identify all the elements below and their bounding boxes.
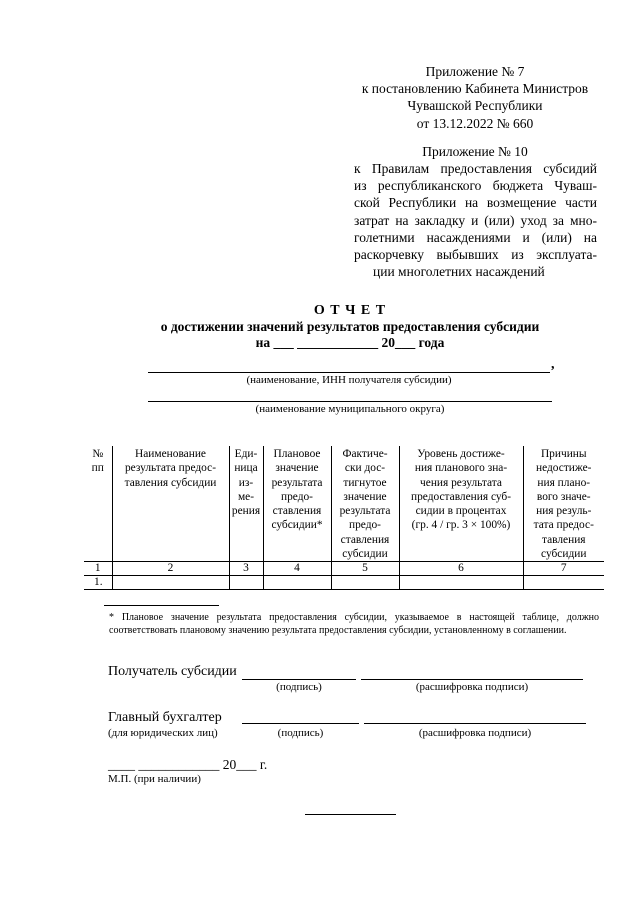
report-period: на ___ ____________ 20___ года [255,335,445,350]
header-cell: Фактиче- ски дос- тигнутое значение результата предо- ставления субсидии [331,446,399,562]
table-cell[interactable] [399,576,523,590]
table-row [84,576,604,590]
header-cell: Причины недостиже- ния плано- вого значе- ния резуль- тата предос- тавления субсидии [523,446,604,562]
header-cell: № пп [84,446,112,562]
accountant-label: Главный бухгалтер [108,710,222,725]
table-cell[interactable] [229,576,263,590]
decoding-caption: (расшифровка подписи) [418,727,532,739]
stamp-note: М.П. (при наличии) [108,773,201,785]
column-number: 5 [331,562,399,576]
report-table [84,446,604,590]
accountant-decoding-line[interactable] [364,723,586,724]
column-number: 6 [399,562,523,576]
appendix-10-line: затрат на закладку и (или) уход за мно- [354,212,597,228]
accountant-signature-line[interactable] [242,723,359,724]
appendix-10-line: раскорчевку выбывших из эксплуата- [354,247,597,263]
accountant-note: (для юридических лиц) [108,727,218,739]
recipient-signature-line[interactable] [242,679,356,680]
recipient-signature-label: Получатель субсидии [108,664,237,679]
recipient-line[interactable] [148,372,550,373]
header-cell: Плановое значение результата предо- ставления субсидии* [263,446,331,562]
appendix-10-title: Приложение № 10 [422,144,528,159]
footnote: * Плановое значение результата предоставления субсидии, указываемое в настоящей таблице, должно соответствовать плановому значению результата предоставления субсидии, установленному в соглашении. [109,612,599,636]
recipient-comma: , [551,357,555,372]
header-cell: Наименование результата предос- тавления субсидии [112,446,229,562]
appendix-10-line: из республиканского бюджета Чуваш- [354,178,597,194]
column-number-row [84,562,604,576]
district-line[interactable] [148,401,552,402]
table-cell[interactable] [112,576,229,590]
table-cell[interactable] [331,576,399,590]
signature-caption: (подпись) [277,727,324,739]
row-number: 1. [84,576,112,590]
column-number: 2 [112,562,229,576]
appendix-10-line: ской Республики на возмещение части [354,195,597,211]
district-caption: (наименование муниципального округа) [255,403,445,415]
column-number: 3 [229,562,263,576]
appendix-10-text [354,160,597,263]
column-number: 4 [263,562,331,576]
appendix-7-line-3: Чувашской Республики [407,98,543,114]
appendix-10-line: к Правилам предоставления субсидий [354,161,597,176]
decoding-caption: (расшифровка подписи) [415,681,529,693]
table-cell[interactable] [263,576,331,590]
appendix-7-title: Приложение № 7 [425,64,525,79]
report-title: О Т Ч Е Т [313,303,387,318]
date-line: ____ ____________ 20___ г. [108,757,268,772]
appendix-10-line: ции многолетних насаждений [373,264,545,279]
end-separator [305,814,396,815]
header-cell: Еди- ница из- ме- рения [229,446,263,562]
table-header-row [84,446,604,562]
appendix-7-block [350,63,600,132]
signature-caption: (подпись) [276,681,322,693]
appendix-7-line-2: к постановлению Кабинета Министров [361,81,589,97]
footnote-separator [104,605,219,606]
report-subtitle: о достижении значений результатов предоставления субсидии [160,319,540,334]
column-number: 7 [523,562,604,576]
table-cell[interactable] [523,576,604,590]
recipient-decoding-line[interactable] [361,679,583,680]
recipient-caption: (наименование, ИНН получателя субсидии) [246,374,452,386]
header-cell: Уровень достиже- ния планового зна- чения результата предоставления суб- сидии в процентах (гр. 4 / гр. 3 × 100%) [399,446,523,562]
column-number: 1 [84,562,112,576]
appendix-10-line: голетними насаждениями и (или) на [354,229,597,245]
appendix-7-line-4: от 13.12.2022 № 660 [416,115,534,131]
